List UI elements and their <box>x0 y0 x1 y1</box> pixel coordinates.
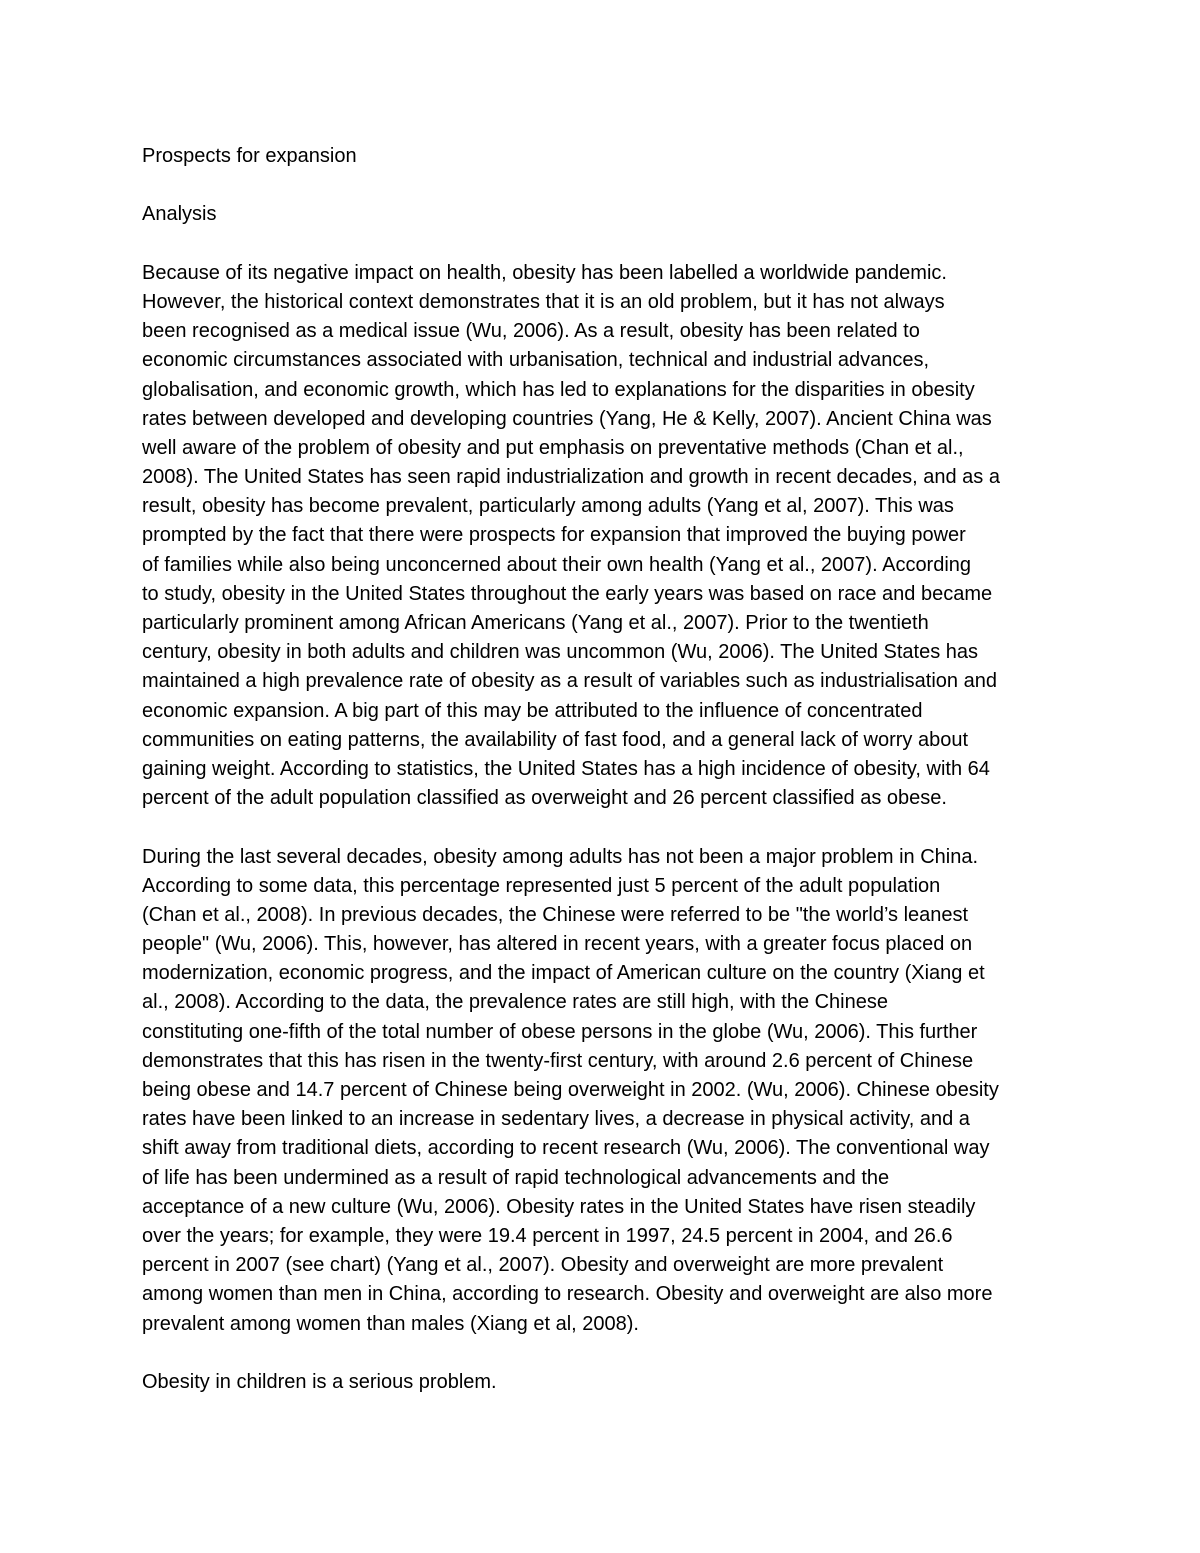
text-line: percent in 2007 (see chart) (Yang et al., 2007). Obesity and overweight are more prevalent <box>142 1254 944 1277</box>
paragraph <box>142 259 1067 814</box>
text-line: al., 2008). According to the data, the prevalence rates are still high, with the Chinese <box>142 991 888 1014</box>
text-line: of life has been undermined as a result of rapid technological advancements and the <box>142 1166 890 1189</box>
page-title: Prospects for expansion <box>142 145 357 167</box>
spacer <box>142 230 1067 259</box>
text-line: economic circumstances associated with urbanisation, technical and industrial advances, <box>142 349 930 372</box>
text-line: well aware of the problem of obesity and put emphasis on preventative methods (Chan et al., <box>142 436 964 459</box>
text-line: (Chan et al., 2008). In previous decades, the Chinese were referred to be "the world’s leanest <box>142 903 969 926</box>
text-line: to study, obesity in the United States throughout the early years was based on race and became <box>142 582 993 605</box>
text-line: acceptance of a new culture (Wu, 2006). Obesity rates in the United States have risen steadily <box>142 1195 976 1218</box>
text-line: being obese and 14.7 percent of Chinese being overweight in 2002. (Wu, 2006). Chinese obesity <box>142 1079 999 1101</box>
text-line: gaining weight. According to statistics, the United States has a high incidence of obesity, with 64 <box>142 757 990 780</box>
text-line: According to some data, this percentage represented just 5 percent of the adult population <box>142 874 941 897</box>
text-line: During the last several decades, obesity among adults has not been a major problem in China. <box>142 845 979 868</box>
text-line: particularly prominent among African Americans (Yang et al., 2007). Prior to the twentieth <box>142 612 929 634</box>
text-line: demonstrates that this has risen in the twenty-first century, with around 2.6 percent of Chinese <box>142 1049 974 1072</box>
paragraphs <box>142 259 1067 1397</box>
text-line: globalisation, and economic growth, which has led to explanations for the disparities in obesity <box>142 378 975 401</box>
spacer <box>142 171 1067 200</box>
document-body <box>142 142 1067 1397</box>
text-line: economic expansion. A big part of this may be attributed to the influence of concentrated <box>142 699 923 722</box>
text-line: century, obesity in both adults and children was uncommon (Wu, 2006). The United States has <box>142 641 979 664</box>
paragraph <box>142 843 1067 1339</box>
text-line: However, the historical context demonstrates that it is an old problem, but it has not always <box>142 290 945 313</box>
text-line: Because of its negative impact on health, obesity has been labelled a worldwide pandemic. <box>142 261 947 284</box>
text-line: shift away from traditional diets, according to recent research (Wu, 2006). The conventional way <box>142 1137 990 1160</box>
text-line: among women than men in China, according to research. Obesity and overweight are also more <box>142 1283 993 1306</box>
paragraph-spacer <box>142 813 1067 842</box>
text-line: rates have been linked to an increase in sedentary lives, a decrease in physical activity, and a <box>142 1108 970 1131</box>
text-line: rates between developed and developing countries (Yang, He & Kelly, 2007). Ancient China was <box>142 407 992 430</box>
text-line: prevalent among women than males (Xiang et al, 2008). <box>142 1312 639 1335</box>
text-line: constituting one-fifth of the total number of obese persons in the globe (Wu, 2006). This further <box>142 1020 978 1043</box>
text-line: maintained a high prevalence rate of obesity as a result of variables such as industrialisation and <box>142 670 997 693</box>
text-line: over the years; for example, they were 19.4 percent in 1997, 24.5 percent in 2004, and 26.6 <box>142 1224 953 1247</box>
text-line: modernization, economic progress, and the impact of American culture on the country (Xiang et <box>142 962 985 985</box>
text-line: Obesity in children is a serious problem. <box>142 1370 497 1393</box>
text-line: people" (Wu, 2006). This, however, has altered in recent years, with a greater focus placed on <box>142 933 973 956</box>
text-line: 2008). The United States has seen rapid industrialization and growth in recent decades, and as a <box>142 466 1000 489</box>
paragraph <box>142 1368 1067 1397</box>
text-line: percent of the adult population classified as overweight and 26 percent classified as obese. <box>142 787 947 810</box>
text-line: communities on eating patterns, the availability of fast food, and a general lack of worry about <box>142 728 969 751</box>
text-line: been recognised as a medical issue (Wu, 2006). As a result, obesity has been related to <box>142 320 920 343</box>
paragraph-spacer <box>142 1339 1067 1368</box>
text-line: prompted by the fact that there were prospects for expansion that improved the buying power <box>142 524 966 547</box>
section-heading: Analysis <box>142 203 217 226</box>
text-line: of families while also being unconcerned about their own health (Yang et al., 2007). According <box>142 553 972 576</box>
text-line: result, obesity has become prevalent, particularly among adults (Yang et al, 2007). This was <box>142 495 954 518</box>
